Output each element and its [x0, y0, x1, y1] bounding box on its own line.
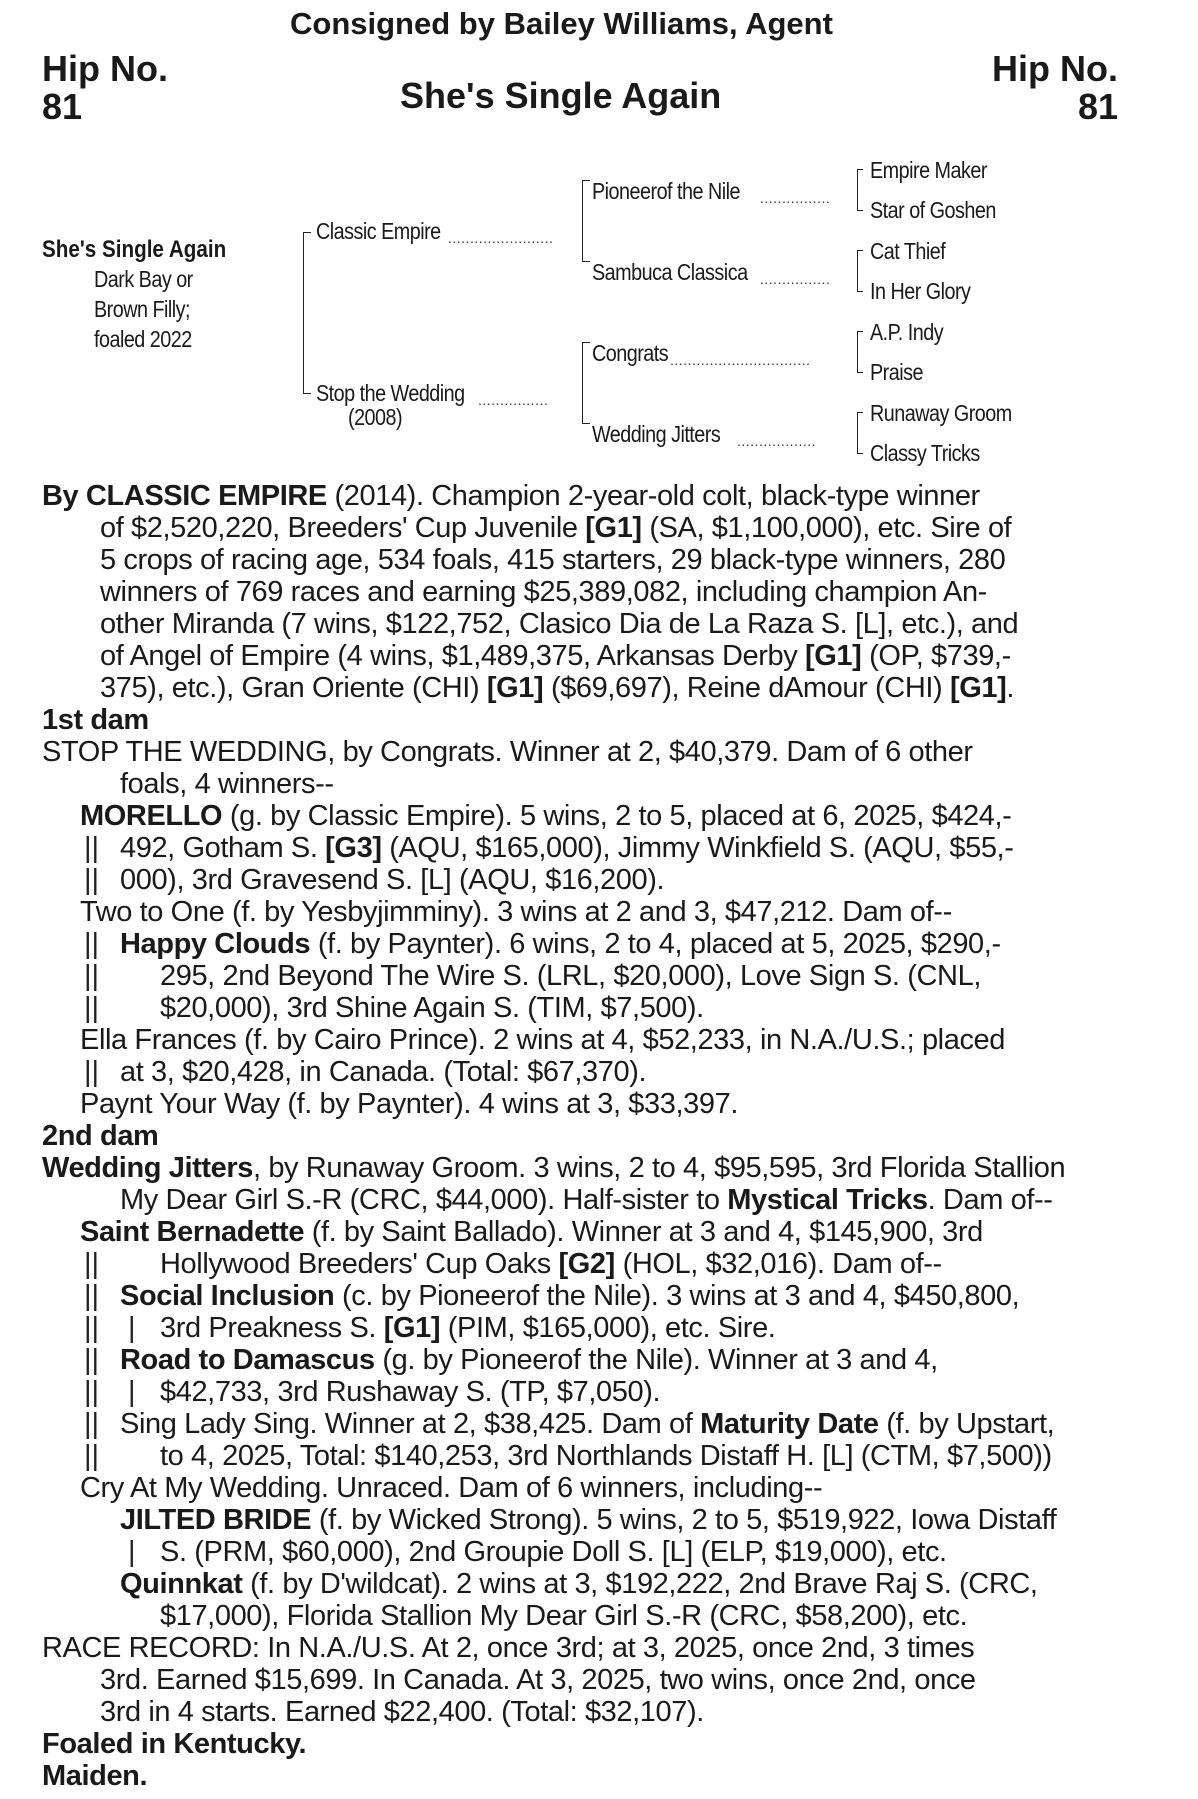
- hip-number: 81: [1077, 86, 1118, 127]
- maiden-line: Maiden.: [42, 1760, 148, 1792]
- dd-sire-name: Runaway Groom: [870, 400, 1012, 426]
- produce-line: S. (PRM, $60,000), 2nd Groupie Doll S. [L] (ELP, $19,000), etc.: [160, 1536, 947, 1568]
- produce-line: 295, 2nd Beyond The Wire S. (LRL, $20,000), Love Sign S. (CNL,: [160, 960, 981, 992]
- indent-bar: ||: [84, 1056, 100, 1088]
- subject-desc: Dark Bay or: [94, 266, 193, 292]
- produce-line: $20,000), 3rd Shine Again S. (TIM, $7,500).: [160, 992, 704, 1024]
- dam-line: My Dear Girl S.-R (CRC, $44,000). Half-sister to Mystical Tricks. Dam of--: [120, 1184, 1053, 1216]
- dd-dam-name: Classy Tricks: [870, 440, 980, 466]
- leader-dots: ................: [760, 271, 831, 287]
- leader-dots: ................................: [670, 352, 811, 368]
- hip-label: Hip No.: [992, 48, 1118, 89]
- horse-title: She's Single Again: [400, 75, 722, 116]
- produce-line: at 3, $20,428, in Canada. (Total: $67,370).: [120, 1056, 647, 1088]
- race-record-line: 3rd in 4 starts. Earned $22,400. (Total: $32,107).: [100, 1696, 704, 1728]
- indent-bar: ||: [84, 832, 100, 864]
- section-heading: 2nd dam: [42, 1120, 159, 1152]
- indent-bar: |: [128, 1536, 136, 1568]
- ss-dam-name: Star of Goshen: [870, 197, 996, 223]
- indent-bar: ||: [84, 1344, 100, 1376]
- dam-line: STOP THE WEDDING, by Congrats. Winner at 2, $40,379. Dam of 6 other: [42, 736, 973, 768]
- sire-name: Classic Empire: [316, 218, 441, 244]
- sire-line: By CLASSIC EMPIRE (2014). Champion 2-year-old colt, black-type winner: [42, 480, 980, 512]
- sd-sire-name: Cat Thief: [870, 238, 946, 264]
- indent-bar: ||: [84, 1280, 100, 1312]
- dam-line: foals, 4 winners--: [120, 768, 334, 800]
- produce-line: Cry At My Wedding. Unraced. Dam of 6 winners, including--: [80, 1472, 823, 1504]
- race-record-line: RACE RECORD: In N.A./U.S. At 2, once 3rd; at 3, 2025, once 2nd, 3 times: [42, 1632, 975, 1664]
- indent-bar: |: [128, 1312, 136, 1344]
- sire-sire-name: Pioneerof the Nile: [592, 178, 740, 204]
- subject-desc: Brown Filly;: [94, 296, 191, 322]
- produce-line: 492, Gotham S. [G3] (AQU, $165,000), Jimmy Winkfield S. (AQU, $55,-: [120, 832, 1014, 864]
- indent-bar: ||: [84, 928, 100, 960]
- indent-bar: ||: [84, 992, 100, 1024]
- indent-bar: |: [128, 1376, 136, 1408]
- consignor-heading: Consigned by Bailey Williams, Agent: [290, 6, 833, 41]
- sire-line: of Angel of Empire (4 wins, $1,489,375, Arkansas Derby [G1] (OP, $739,-: [100, 640, 1011, 672]
- indent-bar: ||: [84, 1440, 100, 1472]
- indent-bar: ||: [84, 1376, 100, 1408]
- foaled-line: Foaled in Kentucky.: [42, 1728, 307, 1760]
- ds-dam-name: Praise: [870, 359, 923, 385]
- leader-dots: ................: [760, 190, 831, 206]
- section-heading: 1st dam: [42, 704, 149, 736]
- produce-line: $17,000), Florida Stallion My Dear Girl S.-R (CRC, $58,200), etc.: [160, 1600, 968, 1632]
- indent-bar: ||: [84, 864, 100, 896]
- sire-line: other Miranda (7 wins, $122,752, Clasico Dia de La Raza S. [L], etc.), and: [100, 608, 1019, 640]
- dam-line: Wedding Jitters, by Runaway Groom. 3 wins, 2 to 4, $95,595, 3rd Florida Stallion: [42, 1152, 1066, 1184]
- ds-sire-name: A.P. Indy: [870, 319, 944, 345]
- race-record-line: 3rd. Earned $15,699. In Canada. At 3, 2025, two wins, once 2nd, once: [100, 1664, 976, 1696]
- subject-desc: foaled 2022: [94, 326, 192, 352]
- subject-name: She's Single Again: [42, 236, 227, 263]
- produce-line: Happy Clouds (f. by Paynter). 6 wins, 2 to 4, placed at 5, 2025, $290,-: [120, 928, 1001, 960]
- hip-label: Hip No.: [42, 48, 168, 89]
- sd-dam-name: In Her Glory: [870, 278, 971, 304]
- leader-dots: ........................: [448, 230, 554, 246]
- sire-dam-name: Sambuca Classica: [592, 259, 748, 285]
- produce-line: Two to One (f. by Yesbyjimminy). 3 wins at 2 and 3, $47,212. Dam of--: [80, 896, 952, 928]
- produce-line: Sing Lady Sing. Winner at 2, $38,425. Dam of Maturity Date (f. by Upstart,: [120, 1408, 1055, 1440]
- leader-dots: ..................: [737, 433, 817, 449]
- leader-dots: ................: [478, 392, 549, 408]
- dam-year: (2008): [348, 404, 403, 430]
- sire-line: 375), etc.), Gran Oriente (CHI) [G1] ($69,697), Reine dAmour (CHI) [G1].: [100, 672, 1015, 704]
- produce-line: MORELLO (g. by Classic Empire). 5 wins, 2 to 5, placed at 6, 2025, $424,-: [80, 800, 1012, 832]
- sire-line: 5 crops of racing age, 534 foals, 415 starters, 29 black-type winners, 280: [100, 544, 1006, 576]
- produce-line: JILTED BRIDE (f. by Wicked Strong). 5 wins, 2 to 5, $519,922, Iowa Distaff: [120, 1504, 1057, 1536]
- produce-line: to 4, 2025, Total: $140,253, 3rd Northlands Distaff H. [L] (CTM, $7,500)): [160, 1440, 1052, 1472]
- hip-number: 81: [42, 86, 83, 127]
- hip-number-right: [992, 50, 1118, 126]
- hip-number-left: [42, 50, 168, 126]
- dam-name: Stop the Wedding: [316, 380, 465, 406]
- produce-line: Saint Bernadette (f. by Saint Ballado). Winner at 3 and 4, $145,900, 3rd: [80, 1216, 983, 1248]
- produce-line: 000), 3rd Gravesend S. [L] (AQU, $16,200).: [120, 864, 665, 896]
- produce-line: Quinnkat (f. by D'wildcat). 2 wins at 3, $192,222, 2nd Brave Raj S. (CRC,: [120, 1568, 1038, 1600]
- produce-line: Ella Frances (f. by Cairo Prince). 2 wins at 4, $52,233, in N.A./U.S.; placed: [80, 1024, 1006, 1056]
- dam-sire-name: Congrats: [592, 340, 669, 366]
- indent-bar: ||: [84, 1248, 100, 1280]
- sire-line: of $2,520,220, Breeders' Cup Juvenile [G1] (SA, $1,100,000), etc. Sire of: [100, 512, 1012, 544]
- ss-sire-name: Empire Maker: [870, 157, 987, 183]
- produce-line: $42,733, 3rd Rushaway S. (TP, $7,050).: [160, 1376, 661, 1408]
- indent-bar: ||: [84, 1312, 100, 1344]
- produce-line: 3rd Preakness S. [G1] (PIM, $165,000), etc. Sire.: [160, 1312, 776, 1344]
- sire-line: winners of 769 races and earning $25,389,082, including champion An-: [100, 576, 987, 608]
- dam-dam-name: Wedding Jitters: [592, 421, 721, 447]
- indent-bar: ||: [84, 1408, 100, 1440]
- produce-line: Social Inclusion (c. by Pioneerof the Nile). 3 wins at 3 and 4, $450,800,: [120, 1280, 1020, 1312]
- produce-line: Hollywood Breeders' Cup Oaks [G2] (HOL, $32,016). Dam of--: [160, 1248, 942, 1280]
- produce-line: Road to Damascus (g. by Pioneerof the Nile). Winner at 3 and 4,: [120, 1344, 938, 1376]
- indent-bar: ||: [84, 960, 100, 992]
- produce-line: Paynt Your Way (f. by Paynter). 4 wins at 3, $33,397.: [80, 1088, 738, 1120]
